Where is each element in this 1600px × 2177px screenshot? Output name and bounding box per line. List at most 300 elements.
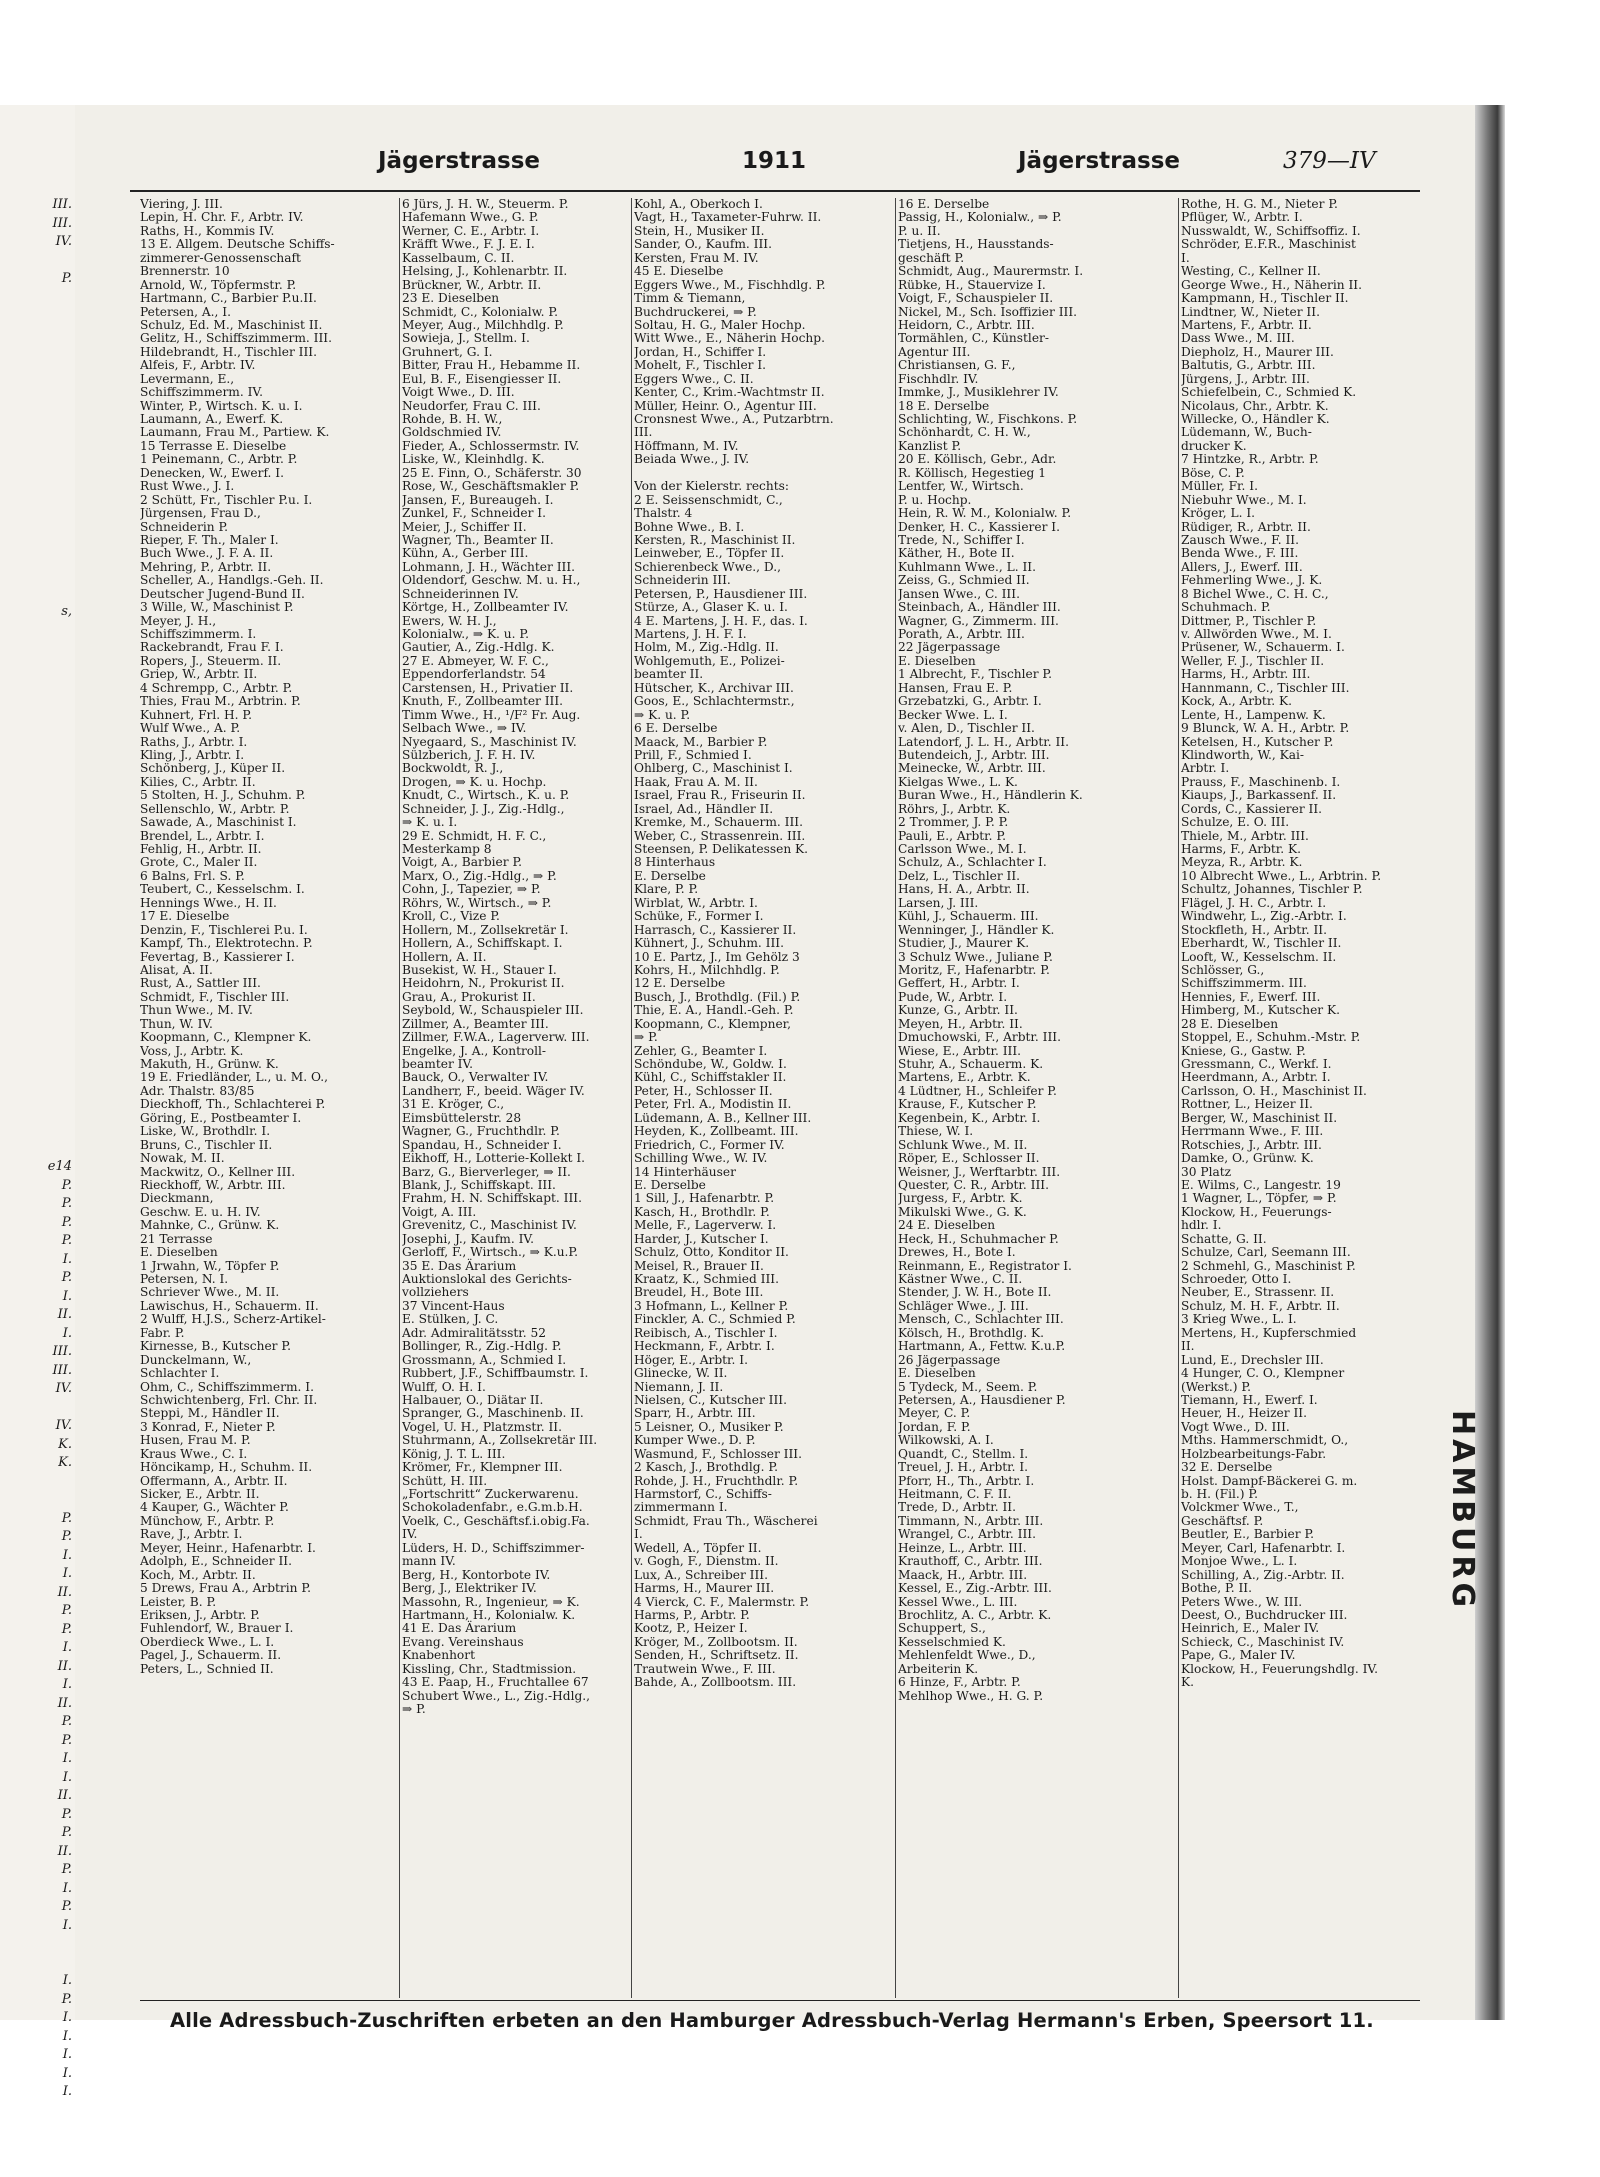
directory-entry: Seybold, W., Schauspieler III. — [402, 1003, 584, 1018]
directory-entry: Monjoe Wwe., L. I. — [1181, 1554, 1298, 1569]
directory-entry: Arnold, W., Töpfermstr. P. — [140, 277, 297, 292]
directory-entry: Ohm, C., Schiffszimmerm. I. — [140, 1379, 314, 1394]
directory-entry: Denzin, F., Tischlerei P.u. I. — [140, 922, 308, 937]
directory-entry: Koopmann, C., Klempner, — [634, 1016, 792, 1031]
directory-entry: Alfeis, F., Arbtr. IV. — [140, 358, 256, 373]
directory-entry: Carstensen, H., Privatier II. — [402, 680, 574, 695]
directory-entry: Wenninger, J., Händler K. — [898, 922, 1055, 937]
margin-fragment: P. — [61, 1510, 72, 1526]
directory-entry: Pforr, H., Th., Arbtr. I. — [898, 1473, 1035, 1488]
directory-entry: Ropers, J., Steuerm. II. — [140, 653, 282, 668]
directory-entry: Steinbach, A., Händler III. — [898, 600, 1061, 615]
directory-entry: Lawischus, H., Schauerm. II. — [140, 1298, 319, 1313]
directory-entry: Glinecke, W. II. — [634, 1366, 728, 1381]
directory-entry: 4 Kauper, G., Wächter P. — [140, 1500, 289, 1515]
directory-entry: Knuth, F., Zollbeamter III. — [402, 694, 564, 709]
directory-entry: Peter, H., Schlosser II. — [634, 1083, 773, 1098]
directory-entry: Christiansen, G. F., — [898, 358, 1016, 373]
directory-entry: Baltutis, G., Arbtr. III. — [1181, 358, 1316, 373]
directory-entry: Mackwitz, O., Kellner III. — [140, 1164, 296, 1179]
directory-entry: Höger, E., Arbtr. I. — [634, 1352, 748, 1367]
directory-entry: Quester, C. R., Arbtr. III. — [898, 1177, 1049, 1192]
margin-fragment: P. — [61, 271, 72, 286]
directory-entry: 20 E. Köllisch, Gebr., Adr. — [898, 452, 1057, 467]
directory-entry: Adr. Admiralitätsstr. 52 — [402, 1325, 546, 1340]
directory-entry: Kumper Wwe., D. P. — [634, 1433, 756, 1448]
directory-entry: Mehlenfeldt Wwe., D., — [898, 1648, 1036, 1663]
directory-entry: 2 Schmehl, G., Maschinist P. — [1181, 1258, 1356, 1273]
directory-entry: geschäft P. — [898, 250, 965, 265]
margin-fragment: I. — [62, 1566, 72, 1581]
directory-entry: Kanzlist P. — [898, 438, 962, 453]
directory-entry: E. Wilms, C., Langestr. 19 — [1181, 1177, 1341, 1192]
directory-entry: Brochlitz, A. C., Arbtr. K. — [898, 1607, 1052, 1622]
directory-entry: Neuber, E., Strassenr. II. — [1181, 1285, 1335, 1300]
directory-entry: E. Dieselben — [898, 1366, 976, 1381]
directory-entry: Kissling, Chr., Stadtmission. — [402, 1661, 577, 1676]
directory-entry: Zillmer, A., Beamter III. — [402, 1016, 549, 1031]
directory-entry: Hafemann Wwe., G. P. — [402, 210, 539, 225]
directory-entry: Finckler, A. C., Schmied P. — [634, 1312, 796, 1327]
directory-entry: Martens, E., Arbtr. K. — [898, 1070, 1031, 1085]
directory-entry: Meyza, R., Arbtr. K. — [1181, 855, 1303, 870]
directory-entry: Niebuhr Wwe., M. I. — [1181, 492, 1307, 507]
margin-fragment: II. — [57, 1788, 72, 1803]
directory-entry: Schokoladenfabr., e.G.m.b.H. — [402, 1500, 583, 1515]
directory-entry: Hildebrandt, H., Tischler III. — [140, 344, 317, 359]
directory-entry: Rottner, L., Heizer II. — [1181, 1097, 1313, 1112]
margin-fragment: P. — [61, 1529, 72, 1544]
directory-entry: Lindtner, W., Nieter II. — [1181, 304, 1320, 319]
directory-entry: Mertens, H., Kupferschmied — [1181, 1325, 1357, 1340]
directory-entry: Heckmann, F., Arbtr. I. — [634, 1339, 775, 1354]
directory-entry: Leister, B. P. — [140, 1594, 217, 1609]
directory-entry: 41 E. Das Ärarium — [402, 1621, 517, 1636]
directory-entry: Kühnert, J., Schuhm. III. — [634, 936, 784, 951]
directory-entry: 45 E. Dieselbe — [634, 264, 724, 279]
directory-entry: Mikulski Wwe., G. K. — [898, 1204, 1027, 1219]
directory-entry: Kenter, C., Krim.-Wachtmstr II. — [634, 385, 825, 400]
directory-entry: 5 Tydeck, M., Seem. P. — [898, 1379, 1038, 1394]
directory-entry: Rotschies, J., Arbtr. III. — [1181, 1137, 1322, 1152]
directory-entry: Höffmann, M. IV. — [634, 438, 739, 453]
directory-entry: Dittmer, P., Tischler P. — [1181, 613, 1317, 628]
directory-entry: Mehring, P., Arbtr. II. — [140, 559, 272, 574]
directory-entry: Kessel Wwe., L. III. — [898, 1594, 1018, 1609]
directory-entry: Buran Wwe., H., Händlerin K. — [898, 788, 1083, 803]
directory-entry: George Wwe., H., Näherin II. — [1181, 277, 1362, 292]
directory-entry: I. — [1181, 250, 1190, 265]
directory-entry: Timm & Tiemann, — [634, 291, 746, 306]
directory-entry: I. — [634, 1527, 643, 1542]
directory-entry: Heidorn, C., Arbtr. III. — [898, 317, 1035, 332]
directory-entry: 13 E. Allgem. Deutsche Schiffs- — [140, 237, 335, 252]
directory-entry: 4 Vierck, C. F., Malermstr. P. — [634, 1594, 810, 1609]
directory-entry: P. u. II. — [898, 223, 941, 238]
directory-entry: Niemann, J. II. — [634, 1379, 724, 1394]
directory-entry: Jordan, F. P. — [898, 1419, 971, 1434]
directory-entry: zimmermann I. — [634, 1500, 728, 1515]
directory-entry: Soltau, H. G., Maler Hochp. — [634, 317, 806, 332]
directory-entry: Oldendorf, Geschw. M. u. H., — [402, 573, 581, 588]
directory-entry: Petersen, P., Hausdiener III. — [634, 586, 808, 601]
directory-entry: Bothe, P. II. — [1181, 1581, 1252, 1596]
directory-entry: Hollern, A., Schiffskapt. I. — [402, 936, 563, 951]
directory-entry: Rust, A., Sattler III. — [140, 976, 261, 991]
directory-entry: Lüders, H. D., Schiffszimmer- — [402, 1540, 585, 1555]
margin-fragment: P. — [61, 1732, 72, 1748]
directory-entry: Meyer, J. H., — [140, 613, 217, 628]
directory-entry: Zehler, G., Beamter I. — [634, 1043, 768, 1058]
directory-entry: Josephi, J., Kaufm. IV. — [402, 1231, 534, 1246]
directory-entry: Schönberg, J., Küper II. — [140, 761, 286, 776]
directory-entry: Hollern, M., Zollsekretär I. — [402, 922, 569, 937]
column-4 — [898, 198, 1153, 2003]
directory-entry: Gruhnert, G. I. — [402, 344, 493, 359]
directory-entry: Himberg, M., Kutscher K. — [1181, 1003, 1340, 1018]
directory-entry: Schulz, Otto, Konditor II. — [634, 1245, 789, 1260]
margin-fragment: I. — [62, 2010, 72, 2025]
directory-entry: Goos, E., Schlachtermstr., — [634, 694, 795, 709]
directory-entry: Drogen, ⇒ K. u. Hochp. — [402, 774, 547, 789]
directory-entry: Trede, D., Arbtr. II. — [898, 1500, 1016, 1515]
directory-entry: Wagner, G., Zimmerm. III. — [898, 613, 1059, 628]
directory-entry: P. u. Hochp. — [898, 492, 972, 507]
directory-entry: Senden, H., Schriftsetz. II. — [634, 1648, 799, 1663]
directory-entry: ⇒ K. u. I. — [402, 815, 458, 830]
directory-entry: Hansen, Frau E. P. — [898, 680, 1013, 695]
directory-entry: Schriever Wwe., M. II. — [140, 1285, 280, 1300]
directory-entry: K. — [1181, 1675, 1194, 1690]
directory-entry: Werner, C. E., Arbtr. I. — [402, 223, 540, 238]
directory-entry: Prüsener, W., Schauerm. I. — [1181, 640, 1345, 655]
directory-entry: Steppi, M., Händler II. — [140, 1406, 280, 1421]
directory-entry: Cords, C., Kassierer II. — [1181, 801, 1323, 816]
directory-entry: Thie, E. A., Handl.-Geh. P. — [634, 1003, 794, 1018]
directory-entry: 30 Platz — [1181, 1164, 1232, 1179]
directory-entry: Scheller, A., Handlgs.-Geh. II. — [140, 573, 324, 588]
directory-entry: Lüdemann, A. B., Kellner III. — [634, 1110, 812, 1125]
directory-entry: Spranger, G., Maschinenb. II. — [402, 1406, 584, 1421]
directory-entry: Schlunk Wwe., M. II. — [898, 1137, 1028, 1152]
directory-entry: Passig, H., Kolonialw., ⇒ P. — [898, 210, 1062, 225]
directory-entry: Krause, F., Kutscher P. — [898, 1097, 1037, 1112]
margin-fragment: I. — [62, 1677, 72, 1692]
directory-entry: Röper, E., Schlosser II. — [898, 1151, 1040, 1166]
directory-entry: 7 Hintzke, R., Arbtr. P. — [1181, 452, 1319, 467]
directory-entry: Sparr, H., Arbtr. III. — [634, 1406, 756, 1421]
directory-entry: Harmstorf, C., Schiffs- — [634, 1487, 772, 1501]
directory-entry: Grossmann, A., Schmied I. — [402, 1352, 567, 1367]
directory-entry: Kröger, L. I. — [1181, 506, 1256, 521]
directory-entry: Kersten, Frau M. IV. — [634, 250, 759, 265]
directory-entry: Benda Wwe., F. III. — [1181, 546, 1299, 561]
directory-entry: Eul, B. F., Eisengiesser II. — [402, 371, 562, 386]
directory-entry: 21 Terrasse — [140, 1231, 213, 1246]
directory-entry: Westing, C., Kellner II. — [1181, 264, 1321, 279]
directory-entry: Knudt, C., Wirtsch., K. u. P. — [402, 788, 570, 803]
directory-entry: 35 E. Das Ärarium — [402, 1258, 517, 1273]
directory-entry: Timmann, N., Arbtr. III. — [898, 1513, 1044, 1528]
margin-fragment: P. — [61, 1214, 72, 1230]
directory-entry: Kräfft Wwe., F. J. E. I. — [402, 237, 535, 252]
margin-fragment: II. — [57, 1584, 72, 1600]
directory-entry: Voigt, F., Schauspieler II. — [898, 291, 1054, 306]
directory-entry: Tietjens, H., Hausstands- — [898, 237, 1054, 252]
directory-entry: Wirblat, W., Arbtr. I. — [634, 895, 758, 910]
directory-entry: Geffert, H., Arbtr. I. — [898, 976, 1020, 991]
directory-entry: Meier, J., Schiffer II. — [402, 519, 527, 534]
directory-entry: Pape, G., Maler IV. — [1181, 1648, 1296, 1663]
directory-entry: Damke, O., Grünw. K. — [1181, 1151, 1314, 1166]
directory-entry: Thies, Frau M., Arbtrin. P. — [140, 694, 301, 709]
directory-entry: Reibisch, A., Tischler I. — [634, 1325, 778, 1340]
directory-entry: Röhrs, J., Arbtr. K. — [898, 801, 1011, 816]
directory-entry: 4 Lüdtner, H., Schleifer P. — [898, 1083, 1057, 1098]
directory-entry: Massohn, R., Ingenieur, ⇒ K. — [402, 1594, 580, 1609]
directory-entry: Lund, E., Drechsler III. — [1181, 1352, 1324, 1367]
directory-entry: Rothe, H. G. M., Nieter P. — [1181, 198, 1338, 211]
directory-entry: Beutler, E., Barbier P. — [1181, 1527, 1315, 1542]
directory-entry: Bockwoldt, R. J., — [402, 761, 504, 776]
directory-entry: Haak, Frau A. M. II. — [634, 774, 758, 789]
directory-entry: Voigt, A., Barbier P. — [402, 855, 523, 870]
margin-fragment: I. — [62, 2028, 72, 2044]
column-2 — [402, 198, 657, 2003]
directory-entry: beamter IV. — [402, 1057, 474, 1071]
header-rule — [130, 190, 1420, 192]
directory-entry: Thiese, W. I. — [898, 1124, 974, 1139]
directory-entry: Schmidt, C., Kolonialw. P. — [402, 304, 559, 319]
directory-entry: Becker Wwe. L. I. — [898, 707, 1008, 722]
directory-entry: 10 E. Partz, J., Im Gehölz 3 — [634, 949, 800, 964]
directory-entry: Engelke, J. A., Kontroll- — [402, 1043, 547, 1058]
directory-entry: 4 Hunger, C. O., Klempner — [1181, 1366, 1345, 1381]
directory-entry: Bruns, C., Tischler II. — [140, 1137, 273, 1152]
directory-entry: ⇒ P. — [402, 1702, 426, 1716]
directory-entry: Kuhlmann Wwe., L. II. — [898, 559, 1036, 574]
directory-entry: Delz, L., Tischler II. — [898, 868, 1021, 883]
column-5 — [1181, 198, 1421, 2003]
directory-entry: Vagt, H., Taxameter-Fuhrw. II. — [634, 210, 822, 225]
directory-entry: Deutscher Jugend-Bund II. — [140, 586, 305, 601]
directory-entry: 2 Schütt, Fr., Tischler P.u. I. — [140, 492, 313, 507]
directory-entry: Geschw. E. u. H. IV. — [140, 1204, 261, 1219]
directory-entry: Grote, C., Maler II. — [140, 855, 258, 870]
directory-entry: Fehlig, H., Arbtr. II. — [140, 842, 262, 856]
directory-entry: Schüke, F., Former I. — [634, 909, 764, 924]
directory-entry: Petersen, A., Hausdiener P. — [898, 1392, 1066, 1407]
directory-entry: Grau, A., Prokurist II. — [402, 989, 536, 1004]
directory-entry: Nusswaldt, W., Schiffsoffiz. I. — [1181, 223, 1361, 238]
directory-entry: Meyen, H., Arbtr. II. — [898, 1016, 1023, 1031]
directory-entry: Nicolaus, Chr., Arbtr. K. — [1181, 398, 1329, 413]
directory-entry: Gelitz, H., Schiffszimmerm. III. — [140, 331, 332, 346]
directory-entry: 5 Drews, Frau A., Arbtrin P. — [140, 1581, 311, 1596]
directory-entry: Adr. Thalstr. 83/85 — [140, 1083, 255, 1098]
directory-entry: Hartmann, A., Fettw. K.u.P. — [898, 1339, 1066, 1354]
directory-entry: Holst. Dampf-Bäckerei G. m. — [1181, 1473, 1358, 1488]
directory-entry: 22 Jägerpassage — [898, 640, 1001, 655]
footer-rule — [140, 2000, 1420, 2001]
directory-entry: Rackebrandt, Frau F. I. — [140, 640, 284, 655]
margin-fragment: P. — [61, 1991, 72, 2007]
directory-entry: Kielgas Wwe., L. K. — [898, 774, 1018, 789]
directory-entry: Kühl, C., Schiffstakler II. — [634, 1070, 787, 1085]
directory-entry: Hollern, A. II. — [402, 949, 487, 964]
directory-entry: Jurgess, F., Arbtr. K. — [898, 1191, 1023, 1206]
directory-entry: 9 Blunck, W. A. H., Arbtr. P. — [1181, 721, 1350, 736]
margin-fragment: s, — [61, 604, 72, 619]
directory-entry: Kampf, Th., Elektrotechn. P. — [140, 936, 313, 951]
directory-entry: hdlr. I. — [1181, 1218, 1222, 1233]
directory-entry: Deest, O., Buchdrucker III. — [1181, 1607, 1348, 1622]
margin-fragment: III. — [52, 1362, 72, 1378]
directory-entry: Kersten, R., Maschinist II. — [634, 532, 796, 547]
directory-entry: Nowak, M. II. — [140, 1151, 225, 1166]
directory-entry: Jordan, H., Schiffer I. — [634, 344, 767, 359]
directory-entry: 6 Balns, Frl. S. P. — [140, 868, 245, 883]
directory-entry: 2 Trommer, J. P. P. — [898, 815, 1009, 830]
directory-entry: Berg, H., Kontorbote IV. — [402, 1567, 551, 1582]
directory-entry: Steensen, P. Delikatessen K. — [634, 842, 809, 856]
directory-entry: vollziehers — [402, 1285, 469, 1300]
margin-fragment: P. — [61, 1270, 72, 1285]
directory-entry: Göring, E., Postbeamter I. — [140, 1110, 302, 1125]
margin-fragment: I. — [62, 1917, 72, 1933]
directory-entry: Eriksen, J., Arbtr. P. — [140, 1607, 260, 1622]
directory-entry: Adolph, E., Schneider II. — [140, 1554, 292, 1569]
directory-entry: 2 Wulff, H.J.S., Scherz-Artikel- — [140, 1312, 326, 1327]
directory-entry: Buch Wwe., J. F. A. II. — [140, 546, 274, 561]
directory-entry: 10 Albrecht Wwe., L., Arbtrin. P. — [1181, 868, 1382, 883]
directory-entry: IV. — [402, 1527, 418, 1542]
directory-entry: E. Stülken, J. C. — [402, 1312, 499, 1327]
directory-entry: Schöndube, W., Goldw. I. — [634, 1057, 787, 1071]
directory-entry: Evang. Vereinshaus — [402, 1634, 524, 1649]
directory-entry: Röhrs, W., Wirtsch., ⇒ P. — [402, 895, 552, 910]
directory-entry: Thun, W. IV. — [140, 1016, 213, 1031]
directory-entry: Beiada Wwe., J. IV. — [634, 452, 750, 467]
directory-entry: Jansen, F., Bureaugeh. I. — [402, 492, 554, 507]
margin-fragment: II. — [57, 1307, 72, 1322]
margin-fragment: I. — [62, 2047, 72, 2062]
directory-entry: Jürgensen, Frau D., — [140, 506, 261, 521]
directory-entry: Rohde, J. H., Fruchthdlr. P. — [634, 1473, 799, 1488]
directory-entry: Hennies, F., Ewerf. III. — [1181, 989, 1321, 1004]
directory-entry: III. — [634, 425, 653, 440]
directory-entry: Sawade, A., Maschinist I. — [140, 815, 297, 830]
margin-fragment: e14 — [47, 1159, 72, 1174]
directory-entry: 15 Terrasse E. Dieselbe — [140, 438, 287, 453]
directory-entry: Schmidt, Frau Th., Wäscherei — [634, 1513, 818, 1528]
directory-entry: Rubbert, J.F., Schiffbaumstr. I. — [402, 1366, 589, 1381]
margin-fragment: I. — [62, 1288, 72, 1304]
directory-entry: Offermann, A., Arbtr. II. — [140, 1473, 288, 1488]
directory-entry: 17 E. Dieselbe — [140, 909, 230, 924]
directory-entry: Klockow, H., Feuerungshdlg. IV. — [1181, 1661, 1378, 1676]
directory-entry: Schneiderinnen IV. — [402, 586, 519, 601]
directory-entry: Kock, A., Arbtr. K. — [1181, 694, 1293, 709]
margin-fragment: III. — [52, 197, 72, 212]
directory-entry: Weller, F. J., Tischler II. — [1181, 653, 1325, 668]
directory-entry: Allers, J., Ewerf. III. — [1181, 559, 1303, 574]
directory-entry: Fuhlendorf, W., Brauer I. — [140, 1621, 294, 1636]
directory-entry: Eggers Wwe., C. II. — [634, 371, 754, 386]
column-divider — [399, 198, 400, 1998]
directory-entry: Moritz, F., Hafenarbtr. P. — [898, 962, 1050, 977]
directory-entry: 8 Hinterhaus — [634, 855, 716, 870]
directory-entry: Teubert, C., Kesselschm. I. — [140, 882, 305, 897]
directory-entry: Kraatz, K., Schmied III. — [634, 1272, 779, 1286]
directory-entry: Levermann, E., — [140, 371, 235, 386]
directory-entry: Buchdruckerei, ⇒ P. — [634, 304, 757, 319]
directory-entry: Schiffszimmerm. IV. — [140, 385, 263, 400]
directory-entry: Schmidt, Aug., Maurermstr. I. — [898, 264, 1084, 279]
directory-entry: R. Köllisch, Hegestieg 1 — [898, 465, 1046, 480]
margin-fragment: P. — [61, 1899, 72, 1914]
directory-entry: 32 E. Derselbe — [1181, 1460, 1273, 1475]
directory-entry: Kremke, M., Schauerm. III. — [634, 815, 803, 830]
directory-entry: Pagel, J., Schauerm. II. — [140, 1648, 282, 1663]
directory-entry: Stürze, A., Glaser K. u. I. — [634, 600, 788, 615]
directory-entry: Kootz, P., Heizer I. — [634, 1621, 748, 1636]
directory-entry: Rieper, F. Th., Maler I. — [140, 532, 279, 547]
directory-entry: 14 Hinterhäuser — [634, 1164, 736, 1179]
directory-entry: Mesterkamp 8 — [402, 842, 492, 856]
margin-fragment: P. — [61, 1714, 72, 1729]
margin-fragment: P. — [61, 1177, 72, 1193]
directory-entry: Stuhrmann, A., Zollsekretär III. — [402, 1433, 598, 1448]
directory-entry: Petersen, N. I. — [140, 1272, 229, 1286]
directory-entry: beamter II. — [634, 667, 704, 682]
publisher-footer: Alle Adressbuch-Zuschriften erbeten an den Hamburger Adressbuch-Verlag Hermann's Erben, Speersort 11. — [170, 2009, 1374, 2032]
directory-entry: Lente, H., Lampenw. K. — [1181, 707, 1326, 722]
directory-entry: Hütscher, K., Archivar III. — [634, 680, 794, 695]
directory-entry: Kasselbaum, C. II. — [402, 250, 515, 265]
directory-entry: 5 Stolten, H. J., Schuhm. P. — [140, 788, 306, 803]
directory-entry: Fischhdlr. IV. — [898, 371, 979, 386]
directory-entry: Spandau, H., Schneider I. — [402, 1137, 562, 1152]
margin-fragment: P. — [61, 1603, 72, 1618]
directory-entry: Gressmann, C., Werkf. I. — [1181, 1057, 1332, 1071]
directory-entry: Weber, C., Strassenrein. III. — [634, 828, 806, 843]
directory-entry: mann IV. — [402, 1554, 456, 1569]
directory-entry: Eikhoff, H., Lotterie-Kollekt I. — [402, 1151, 586, 1166]
directory-entry: 43 E. Paap, H., Fruchtallee 67 — [402, 1675, 589, 1690]
directory-entry: 12 E. Derselbe — [634, 976, 726, 991]
directory-entry: 29 E. Schmidt, H. F. C., — [402, 828, 547, 843]
directory-entry: Schilling, A., Zig.-Arbtr. II. — [1181, 1567, 1345, 1582]
directory-entry: Winter, P., Wirtsch. K. u. I. — [140, 398, 303, 413]
directory-entry: Laumann, A., Ewerf. K. — [140, 412, 284, 426]
margin-fragment: III. — [52, 1344, 72, 1359]
directory-entry: 1 Albrecht, F., Tischler P. — [898, 667, 1053, 682]
directory-entry: Kilies, C., Arbtr. II. — [140, 774, 256, 789]
directory-entry: Ohlberg, C., Maschinist I. — [634, 761, 793, 776]
directory-entry: Carlsson, O. H., Maschinist II. — [1181, 1083, 1367, 1098]
directory-entry: Arbeiterin K. — [898, 1661, 979, 1676]
directory-entry: Liske, W., Brothdlr. I. — [140, 1124, 271, 1139]
directory-entry: Rose, W., Geschäftsmakler P. — [402, 479, 580, 494]
margin-fragment: I. — [62, 2084, 72, 2099]
directory-entry: Pflüger, W., Arbtr. I. — [1181, 210, 1303, 225]
directory-entry: 1 Sill, J., Hafenarbtr. P. — [634, 1191, 775, 1206]
directory-entry: Studier, J., Maurer K. — [898, 936, 1030, 951]
directory-entry: 3 Schulz Wwe., Juliane P. — [898, 949, 1053, 964]
directory-entry: Husen, Frau M. P. — [140, 1433, 251, 1448]
directory-entry: Hartmann, C., Barbier P.u.II. — [140, 291, 317, 306]
